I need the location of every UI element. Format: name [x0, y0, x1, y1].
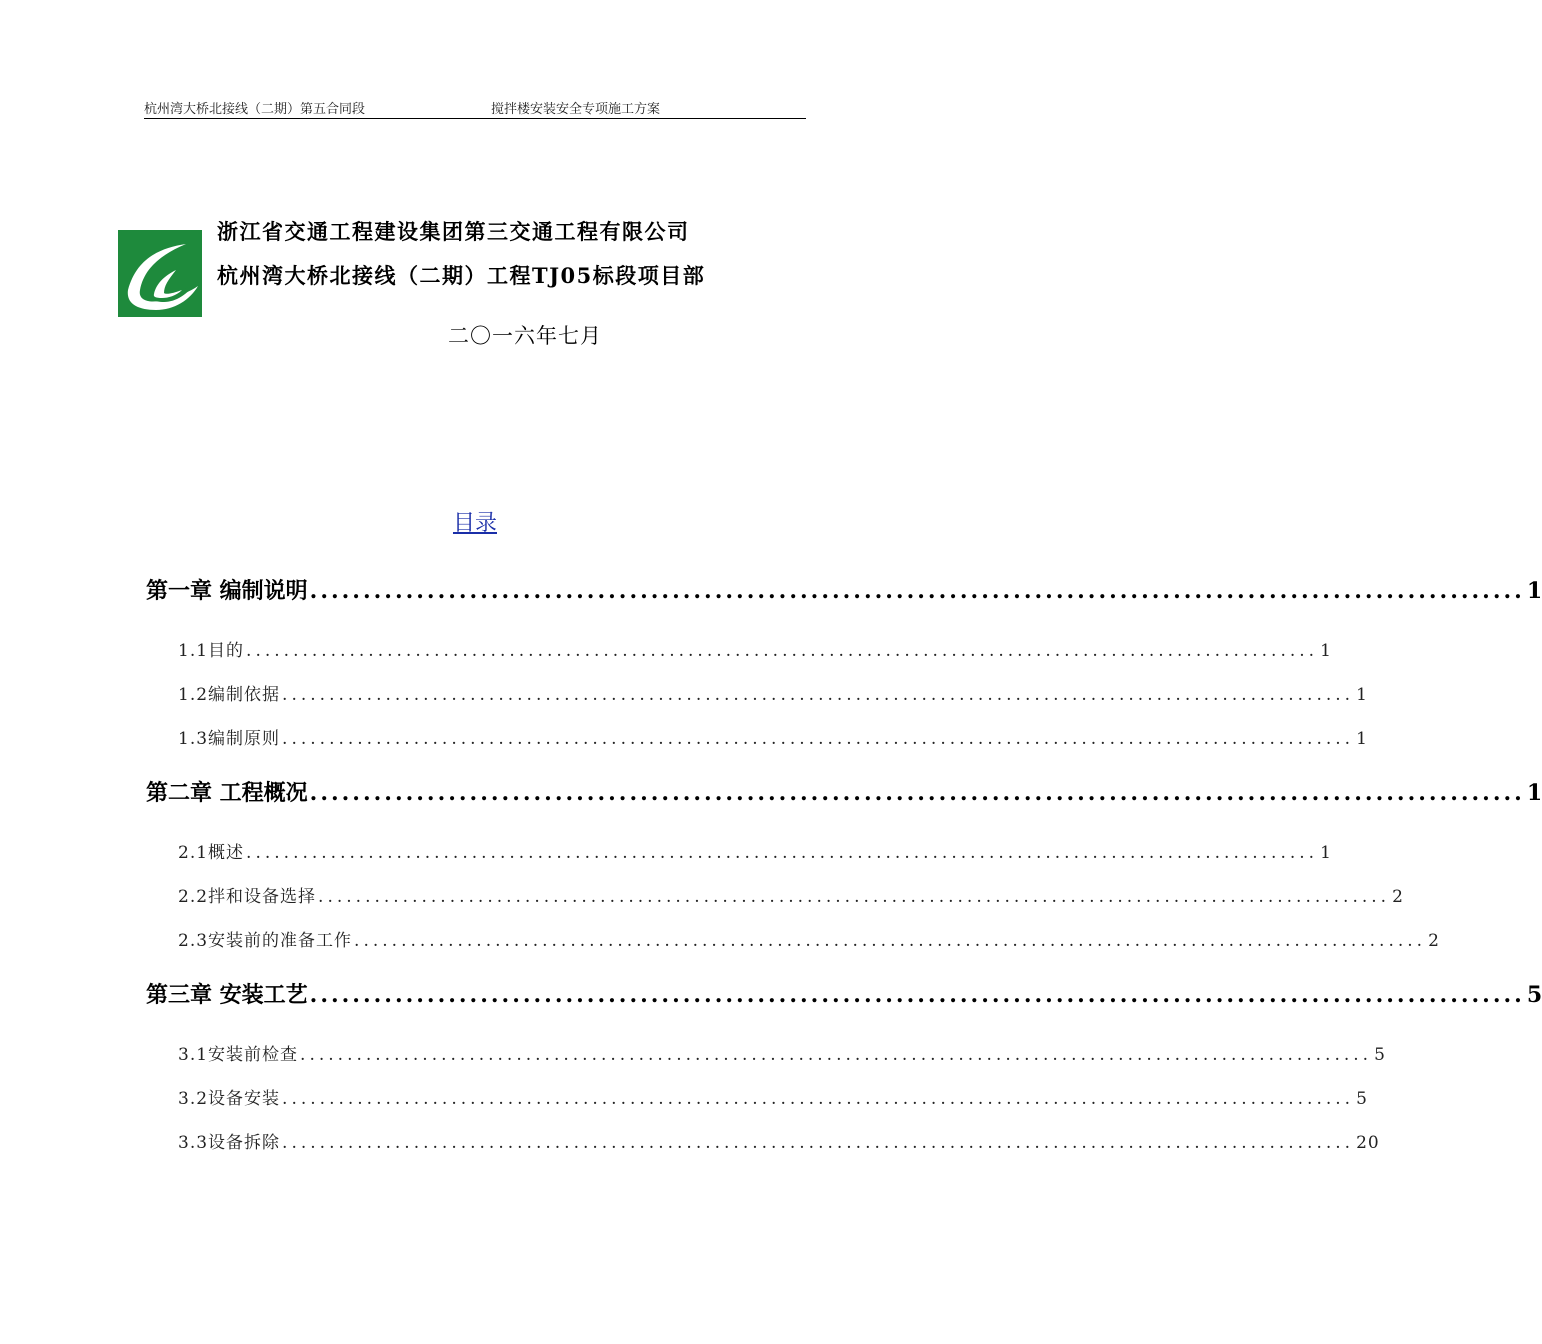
toc-dot-leader: .................................................................................................................. [309, 780, 1525, 806]
toc-section-entry[interactable] [178, 926, 1440, 952]
toc-entry-label: 2.2拌和设备选择 [178, 887, 317, 907]
toc-section-entry[interactable] [178, 724, 1368, 750]
toc-page-number: 5 [1356, 1089, 1368, 1109]
toc-page-number: 5 [1526, 982, 1542, 1008]
toc-entry-label: 第一章 编制说明 [146, 578, 308, 604]
toc-dot-leader: .................................................................................................................. [354, 931, 1427, 951]
toc-dot-leader: .................................................................................................................. [309, 578, 1525, 604]
toc-chapter-entry[interactable] [146, 574, 1542, 606]
toc-entry-label: 3.3设备拆除 [178, 1133, 281, 1153]
toc-entry-label: 2.3安装前的准备工作 [178, 931, 353, 951]
toc-section-entry[interactable] [178, 636, 1332, 662]
toc-section-entry[interactable] [178, 1128, 1380, 1154]
toc-title[interactable]: 目录 [452, 511, 497, 536]
toc-entry-label: 1.2编制依据 [178, 685, 281, 705]
toc-dot-leader: .................................................................................................................. [246, 641, 1319, 661]
toc-page-number: 20 [1356, 1133, 1380, 1153]
toc-section-entry[interactable] [178, 838, 1332, 864]
toc-dot-leader: .................................................................................................................. [309, 982, 1525, 1008]
toc-dot-leader: .................................................................................................................. [318, 887, 1391, 907]
toc-dot-leader: .................................................................................................................. [300, 1045, 1373, 1065]
toc-dot-leader: .................................................................................................................. [246, 843, 1319, 863]
toc-chapter-entry[interactable] [146, 776, 1542, 808]
toc-entry-label: 2.1概述 [178, 843, 245, 863]
toc-section-entry[interactable] [178, 680, 1368, 706]
toc-page-number: 2 [1428, 931, 1440, 951]
toc-entry-label: 1.3编制原则 [178, 729, 281, 749]
toc-chapter-entry[interactable] [146, 978, 1542, 1010]
toc-page-number: 5 [1374, 1045, 1386, 1065]
toc-page-number: 1 [1526, 578, 1542, 604]
toc-section-entry[interactable] [178, 1040, 1386, 1066]
toc-page-number: 1 [1320, 843, 1332, 863]
header-document-title: 搅拌楼安装安全专项施工方案 [491, 102, 661, 117]
toc-dot-leader: .................................................................................................................. [282, 1133, 1355, 1153]
company-name: 浙江省交通工程建设集团第三交通工程有限公司 [217, 219, 690, 244]
toc-entry-label: 第二章 工程概况 [146, 780, 308, 806]
document-date: 二〇一六年七月 [448, 324, 602, 348]
toc-dot-leader: .................................................................................................................. [282, 729, 1355, 749]
toc-entry-label: 3.1安装前检查 [178, 1045, 299, 1065]
toc-page-number: 1 [1320, 641, 1332, 661]
running-header [144, 96, 806, 119]
toc-entry-label: 第三章 安装工艺 [146, 982, 308, 1008]
toc-dot-leader: .................................................................................................................. [282, 685, 1355, 705]
toc-section-entry[interactable] [178, 1084, 1368, 1110]
toc-page-number: 1 [1356, 685, 1368, 705]
project-department-name: 杭州湾大桥北接线（二期）工程TJ05标段项目部 [217, 263, 706, 288]
company-logo-icon [118, 230, 202, 317]
toc-entry-label: 3.2设备安装 [178, 1089, 281, 1109]
toc-page-number: 2 [1392, 887, 1404, 907]
toc-entry-label: 1.1目的 [178, 641, 245, 661]
toc-section-entry[interactable] [178, 882, 1404, 908]
toc-dot-leader: .................................................................................................................. [282, 1089, 1355, 1109]
toc-page-number: 1 [1356, 729, 1368, 749]
header-project-name: 杭州湾大桥北接线（二期）第五合同段 [144, 102, 366, 117]
toc-page-number: 1 [1526, 780, 1542, 806]
